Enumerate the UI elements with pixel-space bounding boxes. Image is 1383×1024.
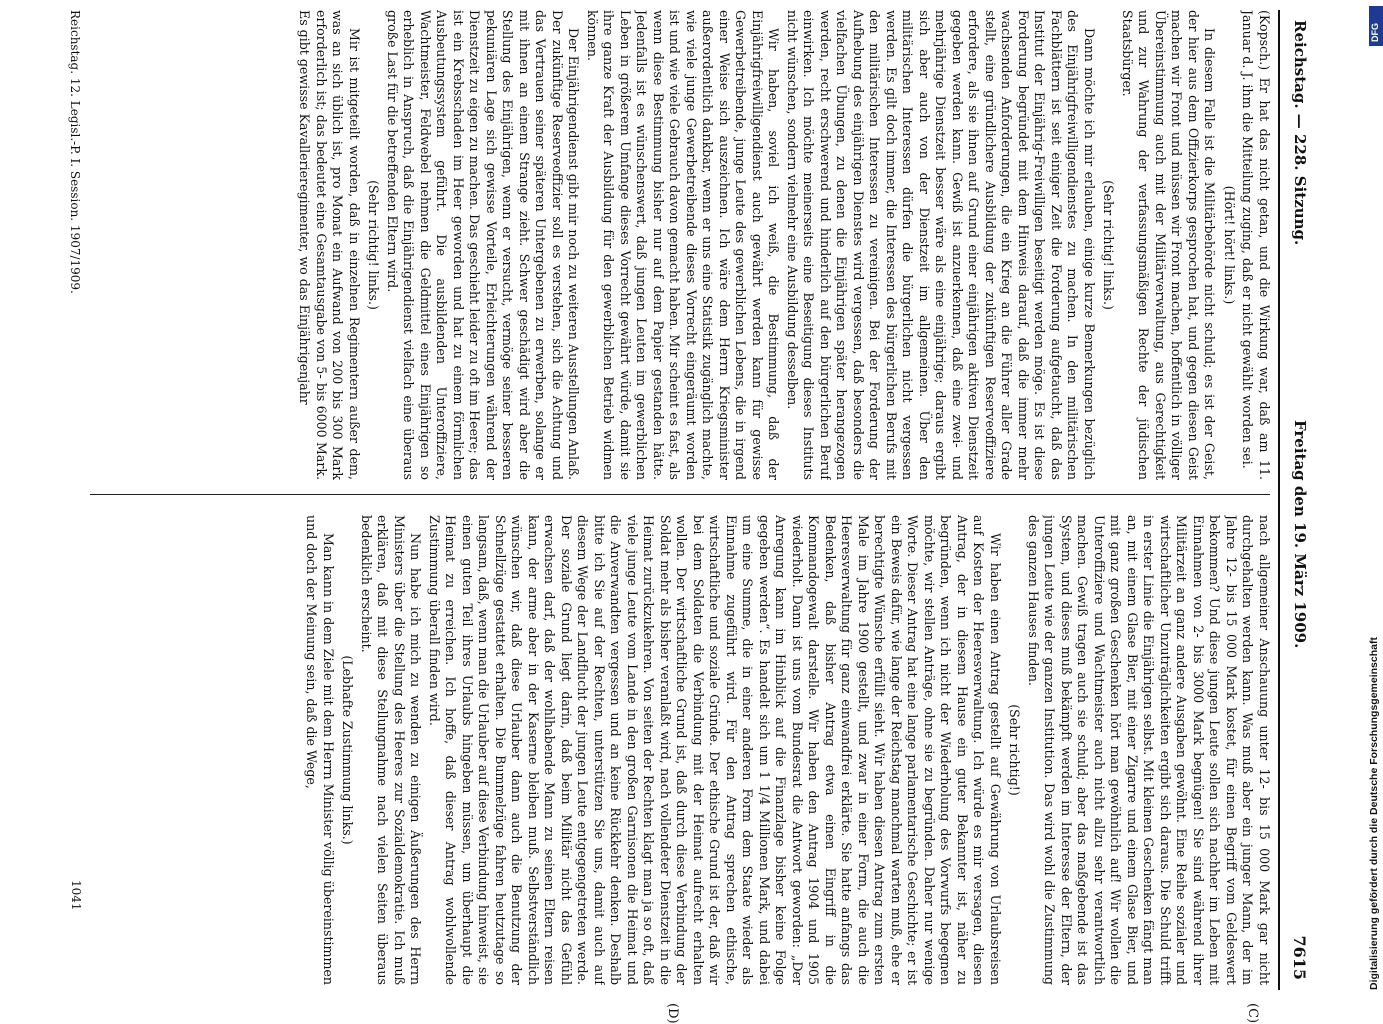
paragraph: Der Einjährigendienst gibt mir noch zu weiteren Ausstellungen Anlaß. Der zukünftige Reserveoffizier soll es verstehen, sich die Achtung und das Vertrauen seiner späteren Untergebenen zu erwerben, solange er mit ihnen an einem Strange zieht. Schwer geschädigt wird aber die Stellung des Einjährigen, wenn er versucht, vermöge seiner besseren pekuniären Lage sich gewisse Vorteile, Erleichterungen während der Dienstzeit zu eigen zu machen. Das geschieht leider zu oft im Heere; das ist ein Krebsschaden im Heer geworden und hat zu einem förmlichen Ausbeutungssystem geführt. Die ausbildenden Unteroffiziere, Wachtmeister, Feldwebel nehmen die Geldmittel eines Einjährigen so erheblich in Anspruch, daß die Einjährigendienst vielfach eine überaus große Last für die betreffenden Eltern wird. (385, 10, 582, 480)
footer-page-number: 1041 (69, 880, 83, 911)
paragraph: Wir haben einen Antrag gestellt auf Gewährung von Urlaubsreisen auf Kosten der Heeresverwaltung. Ich würde es mir versagen, diesen Antrag, der in diesem Hause ein guter Bekannter ist, näher zu begründen, wenn ich nicht der Wiederholung des Vorwurfs begegnen möchte, wir stellen Anträge, ohne sie zu begründen. Daher nur wenige Worte. Dieser Antrag hat eine lange parlamentarische Geschichte; er ist ein Beweis dafür, wie lange der Reichstag manchmal warten muß, ehe er berechtigte Wünsche erfüllt sieht. Wir haben diesen Antrag zum ersten Male im Jahre 1900 gestellt, und zwar in einer Form, die auch die Heeresverwaltung für ganz einwandfrei erklärte. Sie hatte anfangs das Bedenken, daß bisher Antrag etwa einen Eingriff in die Kommandogewalt darstelle. Wir haben den Antrag 1904 und 1905 wiederholt. Dann ist uns vom Bundesrat die Antwort geworden: „Der Anregung kann im Hinblick auf die Finanzlage bisher keine Folge gegeben werden“. Es handelt sich um 1 1/4 Millionen Mark, und dabei um eine Summe, die in einer anderen Form dem Staate wieder als Einnahme zugeführt wird. Für den Antrag sprechen ethische, wirtschaftliche und soziale Gründe. Der ethische Grund ist der, daß wir bei dem Soldaten die Verbindung mit der Heimat aufrecht erhalten wollen. Der wirtschaftliche Grund ist, daß durch diese Verbindung der Soldat mehr als bisher veranlaßt wird, nach vollendeter Dienstzeit in die Heimat zurückzukehren. Von seiten der Rechten klagt man ja so oft, daß viele junge Leute vom Lande in den großen Garnisonen die Heimat und die Anverwandten vergessen und an keine Rückkehr denken. Deshalb bitte ich Sie auf der Rechten, unterstützen Sie uns, damit auch auf diesem Wege der Landflucht der jungen Leute entgegengetreten werde. Der soziale Grund liegt darin, daß beim Militär nicht das Gefühl erwachsen darf, daß der wohlhabende Mann zu seinen Eltern reisen kann, der arme aber in der Kaserne bleiben muß. Selbstverständlich wünschen wir, daß diese Urlauber dann auch die Benutzung der Schnellzüge gestattet erhalten. Die Bummelzüge fahren heutzutage so langsam, daß, wenn man die Urlauber auf diese Verbindung hinweist, sie einen guten Teil ihres Urlaubs hingeben müssen, um überhaupt die Heimat zu erreichen. Ich hoffe, daß dieser Antrag wohlwollende Zustimmung überall finden wird. (427, 515, 1003, 985)
footer-legislature: Reichstag. 12. Legisl.-P. I. Session. 1907/1909. (68, 10, 82, 294)
interjection: (Sehr richtig! links.) (366, 180, 382, 310)
header-rule (1278, 10, 1280, 990)
paragraph: nach allgemeiner Anschauung unter 12- bis 15 000 Mark gar nicht durchgehalten werden kann. Was muß aber ein junger Mann, der im Jahre 12- bis 15 000 Mark kostet, für einen Begriff vom Geldeswert bekommen? Und diese jungen Leute sollen sich nachher im Leben mit Einnahmen von 2- bis 3000 Mark begnügen! Sie sind während ihrer Militärzeit an ganz andere Ausgaben gewöhnt. Eine Reihe sozialer und wirtschaftlicher Unzuträglichkeiten ergibt sich daraus. Die Schuld trifft in erster Linie die Einjährigen selbst. Mit kleinen Geschenken fängt man an, mit einem Glase Bier, mit einer Zigarre und einem Glase Bier, und mit ganz großen Geschenken hört man gewöhnlich auf! Wir wollen die Unteroffiziere und Wachtmeister auch nicht allzu sehr verantwortlich machen. Gewiß tragen auch sie schuld; aber das maßgebende ist das System, und dieses muß bekämpft werden im Interesse der Eltern, der jungen Leute wie der ganzen Institution. Das wird wohl die Zustimmung des ganzen Hauses finden. (1026, 515, 1272, 985)
column-divider (90, 494, 1270, 495)
interjection: (Hört! hört! links.) (1222, 185, 1237, 305)
margin-marker-d: (D) (665, 1003, 680, 1024)
page-header (1280, 10, 1320, 990)
interjection: (Lebhafte Zustimmung links.) (340, 655, 356, 845)
interjection: (Sehr richtig! links.) (1101, 180, 1117, 310)
header-date: Freitag den 19. März 1909. (1291, 420, 1309, 649)
paragraph: In diesem Falle ist die Militärbehörde nicht schuld; es ist der Geist, der hier aus dem Offizierkorps gesprochen hat, und gegen diesen Geist machen wir Front und müssen wir Front machen, hoffentlich in völliger Übereinstimmung auch mit der Militärverwaltung, aus Gerechtigkeit und zur Wahrung der verfassungsmäßigen Rechte der jüdischen Staatsbürger. (1120, 10, 1218, 480)
paragraph: Man kann in dem Ziele mit dem Herrn Minister völlig übereinstimmen und doch der Meinung sein, daß die Wege, (304, 515, 336, 985)
left-text-column (82, 10, 1272, 480)
dfg-logo (1369, 6, 1383, 46)
interjection: (Sehr richtig!) (1007, 704, 1023, 796)
header-session: Reichstag. — 228. Sitzung. (1291, 20, 1309, 246)
paragraph: Mir ist mitgeteilt worden, daß in einzelnen Regimentern außer dem, was an sich üblich ist, pro Monat ein Aufwand von 200 bis 300 Mark erforderlich ist; das bedeutet eine Gesamtausgabe von 5- bis 6000 Mark. Es gibt gewisse Kavallerieregimenter, wo das Einjährigenjahr (297, 10, 362, 480)
header-page-number: 7615 (1290, 935, 1310, 980)
paragraph: Dann möchte ich mir erlauben, einige kurze Bemerkungen bezüglich des Einjährigfreiwilligendienstes zu machen. In den militärischen Fachblättern ist seit einiger Zeit die Forderung aufgetaucht, daß das Institut der Einjährig-Freiwilligen beseitigt werden möge. Es ist diese Forderung begründet mit dem Hinweis darauf, daß die immer mehr wachsenden Anforderungen, die ein Krieg an die Führer aller Grade stellt, eine gründlichere Ausbildung der zukünftigen Reserveoffiziere erfordere, als sie ihnen auf Grund einer einjährigen aktiven Dienstzeit gegeben werden kann. Gewiß ist anzuerkennen, daß eine zwei- und mehrjährige Dienstzeit besser wäre als eine einjährige; daraus ergibt sich aber auch von der Dienstzeit im allgemeinen. Über den militärischen Interessen dürfen die bürgerlichen nicht vergessen werden. Es gilt doch immer, die Interessen des bürgerlichen Berufs mit den militärischen Interessen zu vereinigen. Bei der Forderung der Aufhebung des einjährigen Dienstes wird vergessen, daß besonders die vielfachen Übungen, zu denen die Einjährigen später herangezogen werden, recht erschwerend und hinderlich auf den bürgerlichen Beruf einwirken. Ich möchte meinerseits eine Beseitigung dieses Instituts nicht wünschen, sondern vielmehr eine Ausbildung desselben. (785, 10, 1097, 480)
paragraph: Nun habe ich mich zu wenden zu einigen Äußerungen des Herrn Ministers über die Stellung des Heeres zur Sozialdemokratie. Ich muß erklären, daß mit diese Stellungnahme nach vielen Seiten überaus bedenklich erscheint. (359, 515, 424, 985)
dfg-logo-text: DFG (1370, 23, 1380, 42)
margin-marker-c: (C) (1245, 1003, 1260, 1024)
digitization-credit: Digitalisierung gefördert durch die Deutsche Forschungsgemeinschaft (1368, 637, 1380, 990)
rotated-page (68, 0, 1320, 1024)
paragraph: (Kopsch.) Er hat das nicht getan, und die Wirkung war, daß am 11. Januar d. J. ihm die Mitteilung zuging, daß er nicht gewählt worden sei. (1240, 10, 1272, 480)
paragraph: Wir haben, soviel ich weiß, die Bestimmung, daß der Einjährigfreiwilligendienst auch gewährt werden kann für gewisse Gewerbetreibende, junge Leute des gewerblichen Lebens, die in irgend einer Weise sich auszeichnen. Ich wäre dem Herrn Kriegsminister außerordentlich dankbar, wenn er uns eine Statistik zugänglich machte, wie viele junge Gewerbetreibende dieses Vorrecht eingeräumt worden ist und wie viele Gebrauch davon gemacht haben. Mir scheint es fast, als wenn diese Bestimmung bisher nur auf dem Papier gestanden hätte. Jedenfalls ist es wünschenswert, daß jungen Leuten im gewerblichen Leben in größerem Umfange dieses Vorrecht gewährt würde, damit sie ihre ganze Kraft der Ausbildung für den gewerblichen Betrieb widmen können. (585, 10, 782, 480)
right-text-column (82, 515, 1272, 985)
